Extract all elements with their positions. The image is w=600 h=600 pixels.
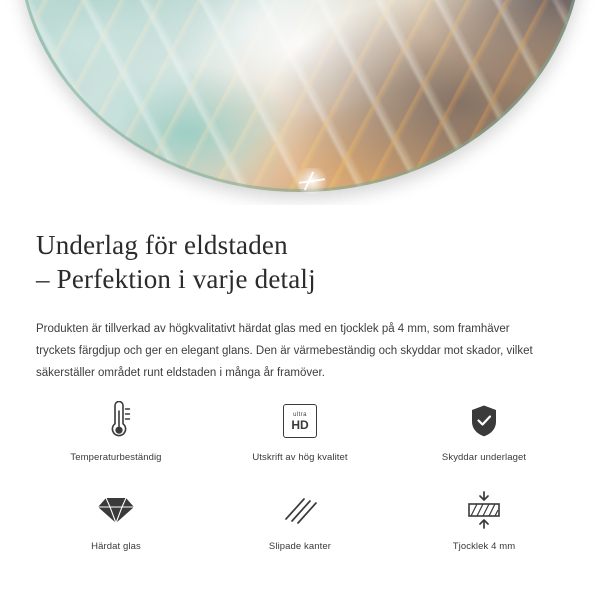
shield-check-icon — [467, 398, 501, 444]
feature-item-thickness — [392, 487, 576, 552]
feature-item-polished-edges — [208, 487, 392, 552]
feature-item-protection — [392, 398, 576, 463]
feature-item-tempered-glass — [24, 487, 208, 552]
polished-edges-icon — [282, 487, 318, 533]
feature-item-temperature — [24, 398, 208, 463]
glass-disc-graphic — [18, 0, 582, 192]
hero-product-image — [0, 0, 600, 205]
description-paragraph: Produkten är tillverkad av högkvalitativt härdat glas med en tjocklek på 4 mm, som framhäver tryckets färgdjup och ger en elegant glans. Den är värmebeständig och skyddar mot skador, vilket säkerställer området runt eldstaden i många år framöver. — [36, 323, 533, 379]
feature-label: Slipade kanter — [268, 541, 332, 552]
feature-label: Skyddar underlaget — [441, 452, 527, 463]
ultra-hd-icon — [283, 398, 317, 444]
headline-line-2: – Perfektion i varje detalj — [36, 264, 316, 294]
headline-line-1: Underlag för eldstaden — [36, 230, 288, 260]
product-description-block — [36, 228, 564, 384]
feature-label: Härdat glas — [91, 541, 141, 552]
ultra-hd-bottom-text: HD — [291, 417, 309, 432]
thermometer-icon — [99, 398, 133, 444]
feature-item-print-quality — [208, 398, 392, 463]
thickness-icon — [464, 487, 504, 533]
diamond-icon — [97, 487, 135, 533]
feature-label: Utskrift av hög kvalitet — [252, 452, 348, 463]
feature-label: Tjocklek 4 mm — [452, 541, 516, 552]
feature-grid — [24, 398, 576, 552]
feature-label: Temperaturbeständig — [70, 452, 162, 463]
ultra-hd-top-text: ultra — [293, 411, 307, 418]
page-title — [36, 228, 564, 296]
